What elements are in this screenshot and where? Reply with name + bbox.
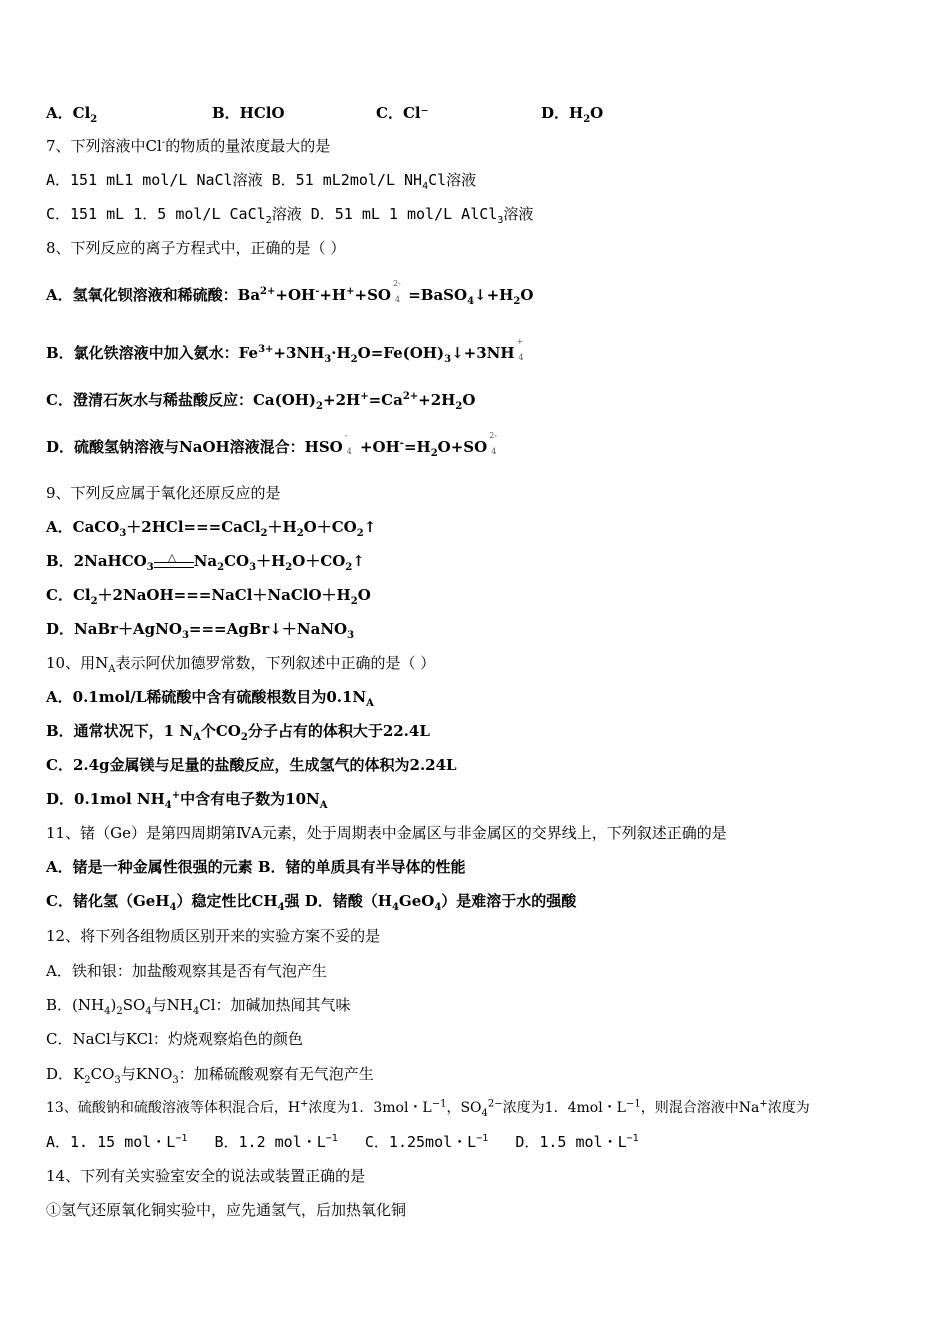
- q9-option-b: B．2NaHCO$_3$ △ $Na_2CO_3+H_2O+CO_2↑$: [46, 551, 365, 573]
- q8-option-d: D．硫酸氢钠溶液与NaOH溶液混合：HSO - 4 $+OH^-=H_2O+SO$ 2- 4: [46, 437, 499, 458]
- ion-charge-mark: 2- 4: [392, 279, 401, 304]
- q12-stem: 12、将下列各组物质区别开来的实验方案不妥的是: [46, 927, 381, 945]
- q7-options-cd: C．151 mL 1．5 mol/L CaCl$_2$溶液 D．51 mL 1 mol/L AlCl$_3$溶液: [46, 205, 534, 226]
- q11-stem: 11、锗（Ge）是第四周期第ⅣA元素，处于周期表中金属区与非金属区的交界线上，下列叙述正确的是: [46, 824, 727, 842]
- q13-stem: 13、硫酸钠和硫酸溶液等体积混合后，H+浓度为1．3mol・$L^{-1}$，$SO_4^{2-}$浓度为1．4mol・$L^{-1}$，则混合溶液中Na+浓度为: [46, 1098, 810, 1119]
- q6-option-a: A．$Cl_2$: [46, 104, 98, 125]
- q11-options-cd: C．锗化氢（GeH$_4$）稳定性比$CH_4$强 D．锗酸$(H_4GeO_4)$是难溶于水的强酸: [46, 892, 577, 913]
- q9-option-c: C．$Cl_2+2NaOH===NaCl+NaClO+H_2O$: [46, 586, 371, 607]
- q6-option-b: B．HClO: [212, 104, 285, 122]
- q9-option-a: A．$CaCO_3+2HCl===CaCl_2+H_2O+CO_2↑$: [46, 518, 377, 539]
- q8-stem: 8、下列反应的离子方程式中，正确的是（ ）: [46, 239, 346, 257]
- q6-option-d: D．$H_2O$: [541, 104, 604, 125]
- q7-stem: 7、下列溶液中Cl-的物质的量浓度最大的是: [46, 137, 331, 155]
- q8-option-a: A．氢氧化钡溶液和稀硫酸：$Ba^{2+}+OH^-+H^++SO$ 2- 4 $=BaSO_4↓+H_2O$: [46, 279, 534, 307]
- q9-stem: 9、下列反应属于氧化还原反应的是: [46, 484, 281, 502]
- q12-option-a: A．铁和银：加盐酸观察其是否有气泡产生: [46, 962, 327, 980]
- q14-stem: 14、下列有关实验室安全的说法或装置正确的是: [46, 1167, 366, 1185]
- q8-option-c: C．澄清石灰水与稀盐酸反应：$Ca(OH)_2+2H^+=Ca^{2+}+2H_2O$: [46, 391, 476, 412]
- q12-option-d: D．$K_2CO_3$与$KNO_3$：加稀硫酸观察有无气泡产生: [46, 1065, 374, 1086]
- q10-option-b: B．通常状况下，1 $N_A$个$CO_2$分子占有的体积大于22.4L: [46, 722, 430, 743]
- q13-options: A．1. 15 mol・$L^{-1}$ B．1.2 mol・$L^{-1}$ C．1.25mol・$L^{-1}$ D．1.5 mol・$L^{-1}$: [46, 1133, 639, 1151]
- q9-option-d: D．NaBr＋AgNO$_3$===AgBr↓＋NaNO$_3$: [46, 620, 355, 641]
- ion-charge-mark: - 4: [344, 431, 352, 456]
- q10-option-c: C．2.4g金属镁与足量的盐酸反应，生成氢气的体积为2.24L: [46, 756, 457, 774]
- q14-item-1: ①氢气还原氧化铜实验中，应先通氢气，后加热氧化铜: [46, 1201, 407, 1219]
- heat-condition-mark: △: [154, 552, 194, 572]
- q12-option-c: C．NaCl与KCl：灼烧观察焰色的颜色: [46, 1030, 303, 1048]
- q10-stem: 10、用$N_A$表示阿伏加德罗常数，下列叙述中正确的是（ ）: [46, 654, 436, 675]
- q8-option-b: B．氯化铁溶液中加入氨水：$Fe^{3+}+3NH_3\cdot H_2O=Fe(OH)_3↓+3NH$ + 4: [46, 343, 527, 364]
- q6-option-c: C．Cl⁻: [376, 104, 429, 122]
- q10-option-a: A．0.1mol/L稀硫酸中含有硫酸根数目为$0.1N_A$: [46, 688, 374, 709]
- q7-options-ab: A．151 mL1 mol/L NaCl溶液 B．51 mL2mol/L $NH_4Cl$溶液: [46, 171, 477, 192]
- q11-options-ab: A．锗是一种金属性很强的元素 B．锗的单质具有半导体的性能: [46, 858, 466, 876]
- ion-charge-mark: + 4: [516, 337, 524, 362]
- q12-option-b: B．$(NH_4)_2SO_4$与$NH_4Cl$：加碱加热闻其气味: [46, 996, 351, 1017]
- ion-charge-mark: 2- 4: [489, 431, 497, 456]
- q10-option-d: D．0.1mol $NH_4^+$中含有电子数为$10N_A$: [46, 790, 328, 811]
